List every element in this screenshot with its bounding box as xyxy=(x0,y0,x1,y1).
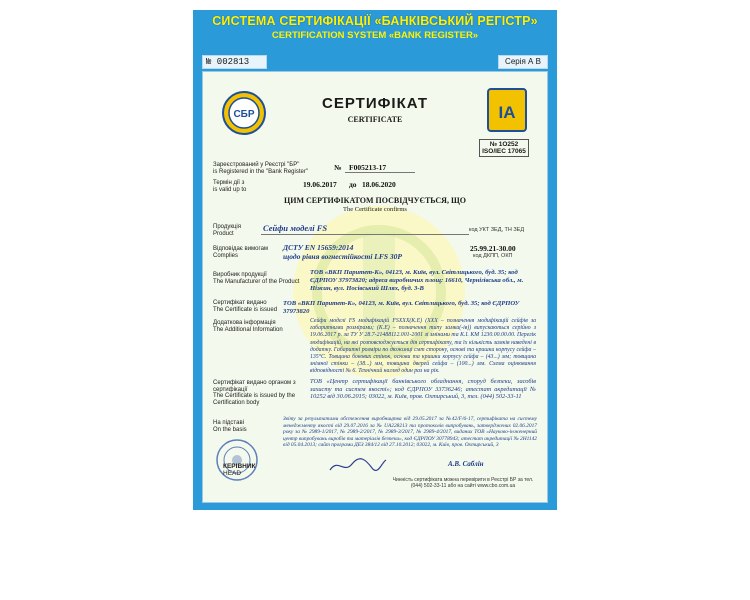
registered-label xyxy=(213,162,323,175)
manufacturer-label-en: The Manufacturer of the Product xyxy=(213,278,300,285)
registered-label-en: is Registered in the "Bank Register" xyxy=(213,168,308,175)
accreditation-logo-icon xyxy=(487,88,527,132)
accreditation-logo-text: ІА xyxy=(498,103,516,122)
body-label-en: The Certificate is issued by the Certification body xyxy=(213,393,296,406)
signer-label-uk: КЕРІВНИК xyxy=(223,463,256,470)
complies-label-en: Complies xyxy=(213,252,239,259)
confirms-uk: ЦИМ СЕРТИФІКАТОМ ПОСВІДЧУЄТЬСЯ, ЩО xyxy=(284,196,466,205)
complies-label xyxy=(213,246,293,259)
validity-label xyxy=(213,180,303,193)
basis-label-en: On the basis xyxy=(213,426,247,433)
registered-number: F005213-17 xyxy=(349,163,387,172)
validity-to-label: до xyxy=(349,180,357,189)
series-label: Серія А В xyxy=(498,55,548,69)
registered-no-label: № xyxy=(334,163,342,172)
additional-value: Сейфи моделі FS модифікацій FSXXX(K.E) (XXX – позначення модифікацій сейфів за габаритними розмірами; (K.E) – позначення типу замка(-ів)) випускаються серійно з 19.06.2017 р. за ТУ У 28.7-21488112.001-2001 зі змінами та К.І. КМ 1230.00.00.00. Перелік модифікацій, на які розповсюджується дія сертифікату, та їх кількість замків наведені в додатку. Габаритні розміри по дюжинці смт сторону, основі та кришки корпусу сейфа – 135°С. Товщина бокових стінок, основи та кришки корпусу сейфа – (43...) мм; товщина знімної стінки – (38...) мм, товщина дверей сейфа – (100...) мм. Схема оцінювання відповідності № 6. Технічний нагляд один раз на рік. xyxy=(310,318,536,375)
body-label xyxy=(213,380,309,406)
page-title: СЕРТИФІКАТ xyxy=(322,95,428,112)
issued-to-label-en: The Certificate is issued xyxy=(213,306,278,313)
product-label-en: Product xyxy=(213,230,234,237)
basis-label xyxy=(213,420,263,433)
signer-label-en: HEAD xyxy=(223,469,242,477)
complies-standard: ДСТУ EN 15659:2014 xyxy=(283,243,354,252)
validity-label-en: is valid up to xyxy=(213,186,247,193)
banner-title-en: CERTIFICATION SYSTEM «BANK REGISTER» xyxy=(271,30,479,41)
complies-code-label: код ДКПП, ОКП xyxy=(473,253,513,259)
manufacturer-value: ТОВ «ВКП Паритет-К», 04123, м. Київ, вул. Світлицького, буд. 35; код ЄДРПОУ 37973820; адреса виробничих площ: 16610, Чернігівська обл., м. Ніжин, вул. Носівський Шлях, буд. 3-В xyxy=(310,269,524,292)
registered-underline xyxy=(345,172,415,173)
iso-badge xyxy=(479,139,529,157)
validity-label-uk: Термін дії з xyxy=(213,180,245,186)
issued-to-value: ТОВ «ВКП Паритет-К», 04123, м. Київ, вул. Світлицького, буд. 35; код ЄДРПОУ 37973820 xyxy=(283,300,520,315)
signer-name: А.В. Саблін xyxy=(448,460,484,468)
iso-number: № 1O252 xyxy=(489,141,519,148)
product-value: Сейфи моделі FS xyxy=(263,223,328,233)
manufacturer-label-uk: Виробник продукції xyxy=(213,272,267,278)
serial-number: № 002813 xyxy=(202,55,267,69)
footer-note: Чинність сертифіката можна перевірити в Реєстрі БР за тел.(044) 502-33-11 або на сайті www.cbo.com.ua xyxy=(392,477,534,489)
complies-label-uk: Відповідає вимогам xyxy=(213,246,269,252)
validity-to: 18.06.2020 xyxy=(362,180,396,189)
product-label-uk: Продукція xyxy=(213,224,241,230)
validity-from: 19.06.2017 xyxy=(303,180,337,189)
signature-icon xyxy=(328,456,388,474)
page-subtitle: CERTIFICATE xyxy=(347,115,403,124)
product-code-label: код УКТ ЗЕД, ТН ЗЕД xyxy=(469,227,525,233)
iso-standard: ISO/IEC 17065 xyxy=(482,148,526,155)
issued-to-label-uk: Сертифікат видано xyxy=(213,300,267,306)
signer-label xyxy=(223,464,255,477)
confirms-en: The Certificate confirms xyxy=(343,206,407,213)
manufacturer-label xyxy=(213,272,301,285)
additional-label xyxy=(213,320,305,333)
certificate-banner xyxy=(193,14,557,41)
complies-requirement: щодо рівня вогнестійкості LFS 30P xyxy=(283,252,403,261)
additional-label-uk: Додаткова інформація xyxy=(213,320,276,326)
basis-label-uk: На підставі xyxy=(213,420,244,426)
product-underline xyxy=(261,234,469,235)
body-label-uk: Сертифікат видано органом з сертифікації xyxy=(213,380,296,393)
certificate-frame xyxy=(193,10,557,510)
complies-code: 25.99.21-30.00 xyxy=(470,244,516,253)
registered-label-uk: Зареєстрований у Реєстрі "БР" xyxy=(213,162,300,168)
additional-label-en: The Additional Information xyxy=(213,326,283,333)
basis-value: Звіту за результатами обстеження виробництва від 29.05.2017 за №42/F/6-17, сертифіката на систему менеджменту якості від 29.07.2016 за № UA228213 та протоколів випробувань, затверджених 02.06.2017 року за № 2989-1/2017, № 2989-2/2017, № 2989-3/2017, № 2989-4/2017, виданих ТОВ «Науково-інженерний центр випробувань виробів та матеріалів безпеки», код ЄДРПОУ 30778943; атестат акредитації № 2Н1142 від 05.04.2013; сайт програми ДЕЗ 384/12 від 27.10.2012; 03022, м. Київ, пров. Охтирський, 3 xyxy=(283,416,537,449)
banner-title-uk: СИСТЕМА СЕРТИФІКАЦІЇ «БАНКІВСЬКИЙ РЕГІСТР» xyxy=(212,14,538,28)
csb-logo-text: СБР xyxy=(233,109,255,120)
certificate-sheet xyxy=(202,71,548,503)
body-value: ТОВ «Центр сертифікації банківського обладнання, споруд безпеки, засобів захисту та систем якості»; код ЄДРПОУ 33736246; атестат акредитації № 10252 від 30.06.2015; 03022, м. Київ, пров. Охтирський, 3, тел. (044) 502-33-11 xyxy=(310,378,536,401)
